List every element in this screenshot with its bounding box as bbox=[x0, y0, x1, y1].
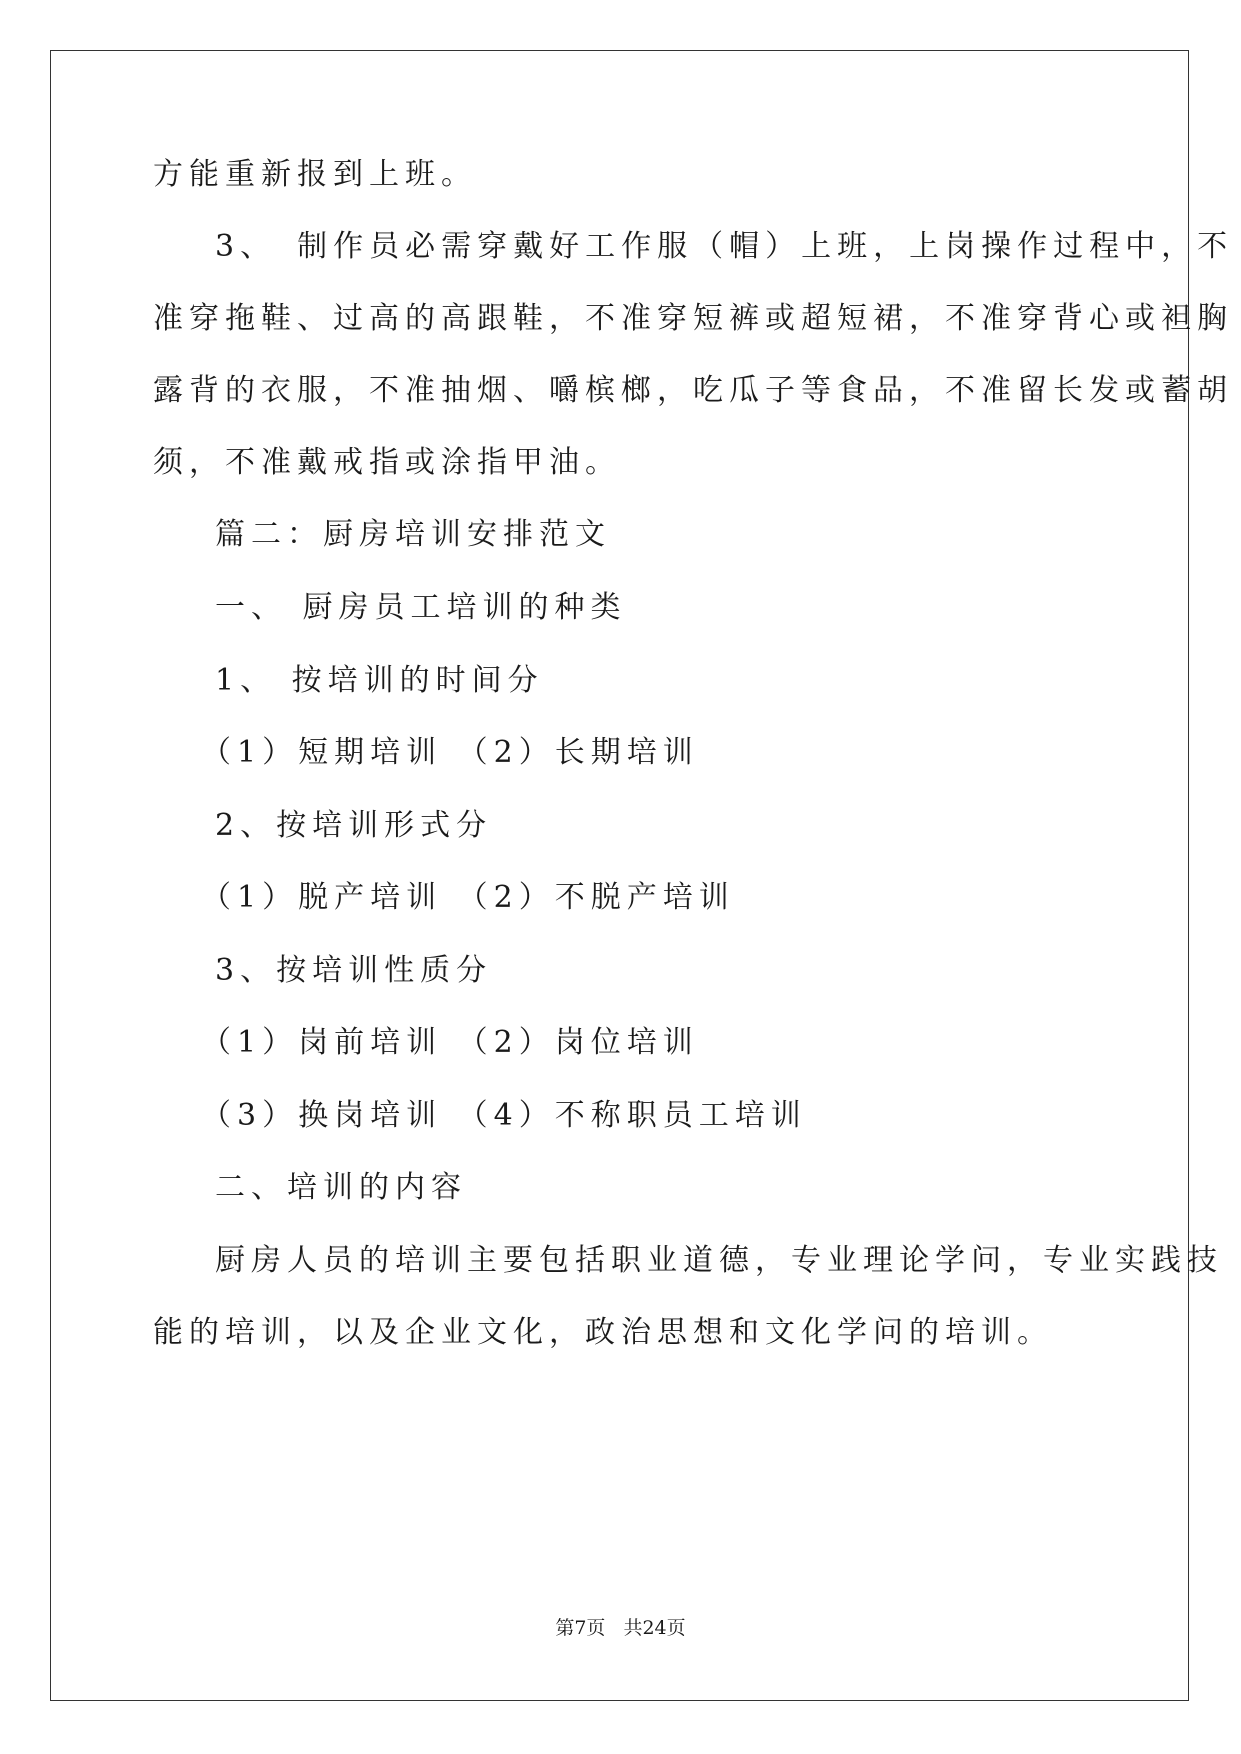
subsection-heading: 二、培训的内容 bbox=[215, 1170, 467, 1205]
section-heading: 篇二：厨房培训安排范文 bbox=[215, 517, 611, 552]
list-item: （1）短期培训 （2）长期培训 bbox=[201, 735, 699, 770]
text-line: 准穿拖鞋、过高的高跟鞋，不准穿短裤或超短裙，不准穿背心或袒胸 bbox=[153, 301, 1233, 336]
subsection-heading: 一、 厨房员工培训的种类 bbox=[215, 590, 627, 625]
page-footer bbox=[0, 1615, 1241, 1641]
text-line: 3、 制作员必需穿戴好工作服（帽）上班，上岗操作过程中，不 bbox=[215, 229, 1234, 264]
list-heading: 3、按培训性质分 bbox=[215, 953, 493, 988]
list-item: （1）岗前培训 （2）岗位培训 bbox=[201, 1025, 699, 1060]
text-line: 方能重新报到上班。 bbox=[153, 157, 477, 192]
page-border bbox=[50, 50, 1189, 1701]
page-total: 共24页 bbox=[623, 1617, 686, 1639]
list-heading: 2、按培训形式分 bbox=[215, 808, 493, 843]
list-heading: 1、 按培训的时间分 bbox=[215, 663, 544, 698]
page-number: 第7页 bbox=[555, 1617, 606, 1639]
list-item: （1）脱产培训 （2）不脱产培训 bbox=[201, 880, 735, 915]
text-line: 能的培训，以及企业文化，政治思想和文化学问的培训。 bbox=[153, 1315, 1053, 1350]
text-line: 须，不准戴戒指或涂指甲油。 bbox=[153, 445, 621, 480]
text-line: 厨房人员的培训主要包括职业道德，专业理论学问，专业实践技 bbox=[215, 1243, 1223, 1278]
text-line: 露背的衣服，不准抽烟、嚼槟榔，吃瓜子等食品，不准留长发或蓄胡 bbox=[153, 373, 1233, 408]
list-item: （3）换岗培训 （4）不称职员工培训 bbox=[201, 1098, 807, 1133]
